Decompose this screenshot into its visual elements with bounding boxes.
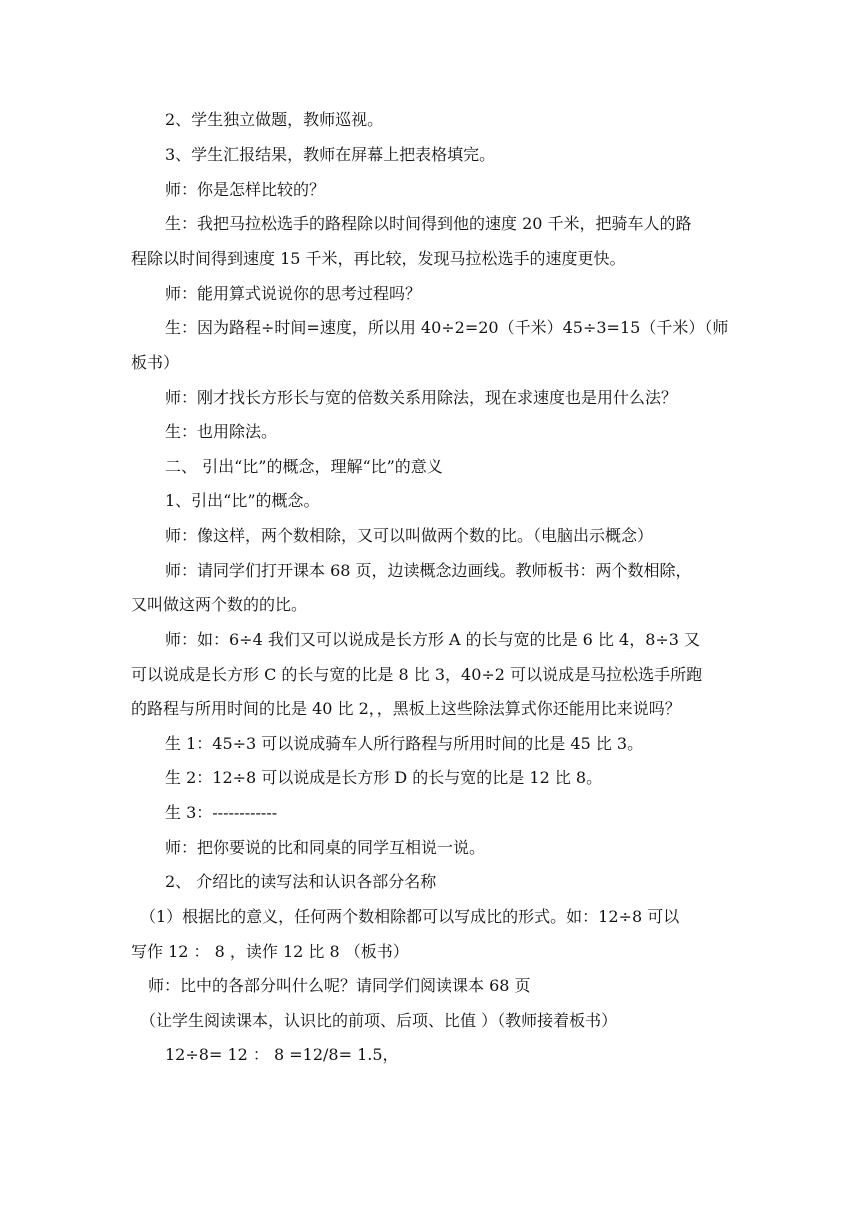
text-line: 生：也用除法。 [165, 422, 278, 441]
text-line: 又叫做这两个数的的比。 [131, 595, 308, 614]
text-line: 板书） [131, 353, 180, 372]
text-line: 师：能用算式说说你的思考过程吗？ [165, 284, 422, 303]
text-line: 生 2：12÷8 可以说成是长方形 D 的长与宽的比是 12 比 8。 [165, 768, 603, 787]
text-line: 程除以时间得到速度 15 千米，再比较，发现马拉松选手的速度更快。 [131, 249, 626, 268]
text-line: 师：像这样，两个数相除，又可以叫做两个数的比。（电脑出示概念） [165, 526, 654, 545]
text-line: 生 1：45÷3 可以说成骑车人所行路程与所用时间的比是 45 比 3。 [165, 734, 644, 753]
text-line: 师：请同学们打开课本 68 页，边读概念边画线。教师板书：两个数相除， [165, 561, 692, 580]
section-heading: 二、 引出“比”的概念，理解“比”的意义 [165, 457, 443, 476]
text-line: 生 3：------------ [165, 803, 278, 822]
subsection-heading: 2、 介绍比的读写法和认识各部分名称 [165, 872, 437, 891]
text-line: 师：你是怎样比较的？ [165, 180, 326, 199]
text-line: 师：把你要说的比和同桌的同学互相说一说。 [165, 838, 486, 857]
text-line: 师：刚才找长方形长与宽的倍数关系用除法，现在求速度也是用什么法？ [165, 388, 678, 407]
text-line: 生：我把马拉松选手的路程除以时间得到他的速度 20 千米，把骑车人的路 [165, 214, 692, 233]
text-line: 的路程与所用时间的比是 40 比 2，，黑板上这些除法算式你还能用比来说吗？ [131, 699, 681, 718]
subsection-heading: 1、引出“比”的概念。 [165, 491, 320, 510]
text-line: 师：比中的各部分叫什么呢？请同学们阅读课本 68 页 [148, 976, 531, 995]
text-line: 3、学生汇报结果，教师在屏幕上把表格填完。 [165, 145, 496, 164]
text-line: 师：如：6÷4 我们又可以说成是长方形 A 的长与宽的比是 6 比 4，8÷3 又 [165, 630, 701, 649]
text-line: 可以说成是长方形 C 的长与宽的比是 8 比 3，40÷2 可以说成是马拉松选手所跑 [131, 665, 703, 684]
formula-line: 12÷8= 12 ： 8 =12/8= 1.5， [165, 1045, 399, 1064]
text-line: （让学生阅读课本，认识比的前项、后项、比值 ）（教师接着板书） [140, 1011, 618, 1030]
text-line: 写作 12 ： 8 ，读作 12 比 8 （板书） [131, 942, 409, 961]
text-line: 2、学生独立做题，教师巡视。 [165, 110, 384, 129]
text-line: （1）根据比的意义，任何两个数相除都可以写成比的形式。如：12÷8 可以 [140, 907, 680, 926]
text-line: 生：因为路程÷时间=速度，所以用 40÷2=20（千米）45÷3=15（千米）（师 [165, 318, 729, 337]
